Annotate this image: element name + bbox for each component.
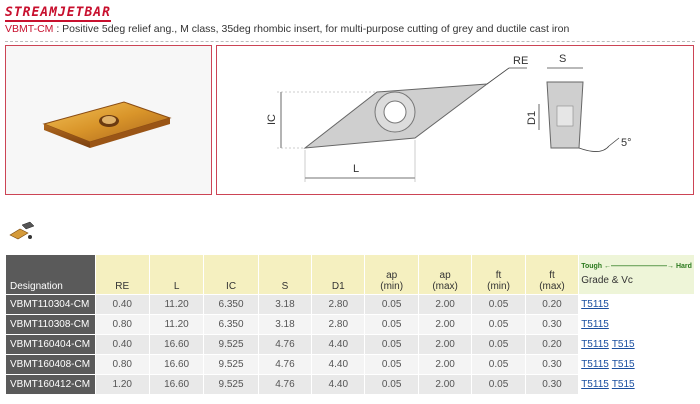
cell-grades [579,355,695,375]
cell-ic: 9.525 [204,355,258,375]
product-code: VBMT-CM [5,23,54,35]
header-ap-max: ap (max) [418,255,471,295]
cell-s: 4.76 [258,335,311,355]
product-description: : Positive 5deg relief ang., M class, 35deg rhombic insert, for multi-purpose cutting of grey and ductile cast iron [53,23,570,35]
cell-ap-min: 0.05 [365,335,418,355]
cell-ap-min: 0.05 [365,355,418,375]
grade-link[interactable]: T515 [611,339,635,350]
cell-designation: VBMT160408-CM [6,355,96,375]
cell-s: 4.76 [258,355,311,375]
cell-ic: 6.350 [204,315,258,335]
cell-ap-max: 2.00 [418,355,471,375]
cell-s: 3.18 [258,315,311,335]
header-ft-max: ft (max) [525,255,578,295]
brand-logo [5,5,111,19]
cell-ap-max: 2.00 [418,335,471,355]
cell-ft-max: 0.30 [525,355,578,375]
header-ft-min: ft (min) [472,255,525,295]
cell-ft-min: 0.05 [472,375,525,395]
cell-re: 0.80 [95,315,149,335]
cell-ap-min: 0.05 [365,375,418,395]
grade-link[interactable]: T5115 [581,299,609,310]
label-angle: 5° [621,137,632,149]
table-row [6,315,695,335]
cell-designation: VBMT160412-CM [6,375,96,395]
grade-link[interactable]: T5115 [581,319,609,330]
cell-grades [579,295,695,315]
insert-photo-icon [6,46,211,194]
cell-ic: 9.525 [204,335,258,355]
cell-ft-min: 0.05 [472,355,525,375]
header-grade [579,255,695,295]
cell-s: 3.18 [258,295,311,315]
insert-photo-panel [5,45,212,195]
label-ic: IC [266,114,278,125]
cell-ic: 6.350 [204,295,258,315]
cell-re: 1.20 [95,375,149,395]
grades-table [5,254,695,395]
grade-link[interactable]: T5115 [581,359,609,370]
label-d1: D1 [526,110,538,125]
cell-ap-max: 2.00 [418,315,471,335]
table-header-row [6,255,695,295]
cell-l: 11.20 [149,295,203,315]
cell-ft-max: 0.20 [525,295,578,315]
cell-ap-min: 0.05 [365,315,418,335]
table-row [6,355,695,375]
cell-l: 16.60 [149,335,203,355]
cell-ap-max: 2.00 [418,375,471,395]
cell-ic: 9.525 [204,375,258,395]
label-s: S [559,53,567,65]
cell-grades [579,335,695,355]
grade-link[interactable]: T515 [611,379,635,390]
cell-grades [579,375,695,395]
cell-ap-min: 0.05 [365,295,418,315]
cell-d1: 4.40 [312,355,365,375]
cell-d1: 4.40 [312,335,365,355]
cell-designation: VBMT110304-CM [6,295,96,315]
cell-l: 16.60 [149,375,203,395]
cell-d1: 4.40 [312,375,365,395]
cell-ft-max: 0.20 [525,335,578,355]
cell-l: 11.20 [149,315,203,335]
logo-text: STREAMJETBAR [5,4,111,20]
cell-re: 0.40 [95,295,149,315]
grade-link[interactable]: T5115 [581,379,609,390]
cell-designation: VBMT160404-CM [6,335,96,355]
logo-underline [5,20,111,22]
header-l: L [149,255,203,295]
cell-d1: 2.80 [312,315,365,335]
cell-l: 16.60 [149,355,203,375]
tough-hard-scale: Tough ←————————→ Hard [581,263,692,271]
label-l: L [353,163,360,175]
cell-grades [579,315,695,335]
cell-designation: VBMT110308-CM [6,315,96,335]
header-ap-min: ap (min) [365,255,418,295]
grade-link[interactable]: T5115 [581,339,609,350]
header-d1: D1 [312,255,365,295]
header-designation: Designation [6,255,96,295]
grade-vc-label: Grade & Vc [581,274,633,286]
header-ic: IC [204,255,258,295]
cell-s: 4.76 [258,375,311,395]
header-re: RE [95,255,149,295]
cell-re: 0.40 [95,335,149,355]
table-row [6,295,695,315]
grade-link[interactable]: T515 [611,359,635,370]
cell-ft-min: 0.05 [472,335,525,355]
table-row [6,375,695,395]
cell-ap-max: 2.00 [418,295,471,315]
cell-ft-min: 0.05 [472,315,525,335]
cell-ft-min: 0.05 [472,295,525,315]
product-subtitle [5,23,569,35]
table-row [6,335,695,355]
cell-d1: 2.80 [312,295,365,315]
cell-re: 0.80 [95,355,149,375]
divider [5,41,695,42]
insert-thumbnail-icon [8,221,38,243]
technical-drawing-panel [216,45,694,195]
label-re: RE [513,55,529,67]
cell-ft-max: 0.30 [525,375,578,395]
cell-ft-max: 0.30 [525,315,578,335]
insert-dimension-diagram [217,46,693,194]
header-s: S [258,255,311,295]
